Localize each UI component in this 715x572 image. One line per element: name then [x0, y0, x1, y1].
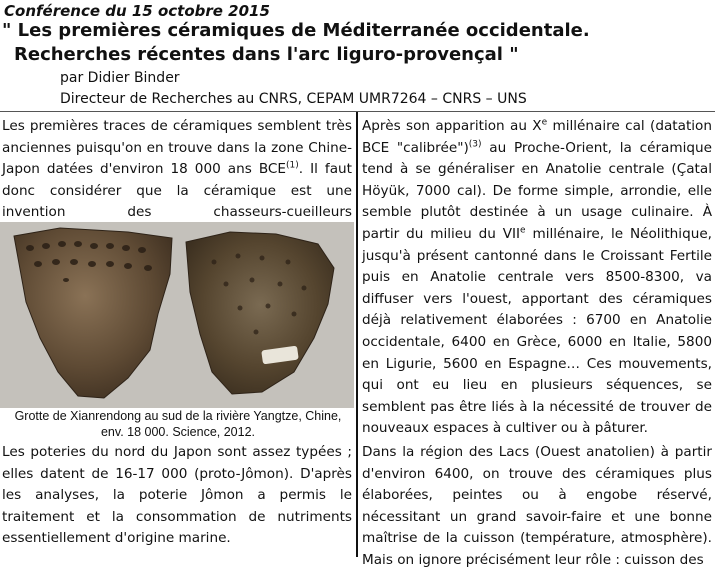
author-line: par Didier Binder [60, 70, 180, 86]
title-line-2: Recherches récentes dans l'arc liguro-provençal " [14, 44, 519, 65]
caption-line-1: Grotte de Xianrendong au sud de la rivière Yangtze, Chine, [14, 409, 342, 423]
author-role: Directeur de Recherches au CNRS, CEPAM UMR7264 – CNRS – UNS [60, 91, 527, 107]
left-paragraph-2: Les poteries du nord du Japon sont assez typées ; elles datent de 16-17 000 (proto-Jômon). D'après les analyses, la poterie Jômon a permis le traitement et la consommation de nutriments essentiellement d'origine marine. [2, 444, 352, 547]
conference-date: Conférence du 15 octobre 2015 [4, 2, 270, 20]
photo-caption [0, 408, 356, 440]
caption-line-2: env. 18 000. Science, 2012. [100, 425, 256, 439]
right-paragraph-2: Dans la région des Lacs (Ouest anatolien) à partir d'environ 6400, on trouve des céramiques plus élaborées, peintes ou à engobe réservé, nécessitant un grand savoir-faire et une bonne maîtrise de la cuisson (température, atmosphère). Mais on ignore précisément leur rôle : cuisson des [362, 444, 712, 568]
pottery-photo [0, 222, 354, 408]
column-divider [356, 112, 358, 557]
pottery-shards-illustration [0, 222, 354, 408]
left-paragraph-1: Les premières traces de céramiques semblent très anciennes puisqu'on en trouve dans la zone Chine-Japon datées d'environ 18 000 ans BCE$^{(1)}$. Il faut donc considérer que la céramique est une invention des chasseurs-cueilleurs [2, 118, 352, 221]
title-line-1: " Les premières céramiques de Méditerranée occidentale. [2, 20, 590, 41]
right-paragraph-1: Après son apparition au Xe millénaire cal (datation BCE "calibrée")$^{(3)}$ au Proche-Orient, la céramique tend à se généraliser en Anatolie centrale (Çatal Höyük, 7000 cal). De forme simple, arrondie, elle semble plutôt destinée à un usage culinaire. À partir du milieu du VIIe millénaire, le Néolithique, jusqu'à présent cantonné dans le Croissant Fertile puis en Anatolie centrale vers 8500-8300, va diffuser vers l'ouest, apportant des céramiques déjà relativement élaborées : 6700 en Anatolie occidentale, 6400 en Grèce, 6000 en Italie, 5800 en Ligurie, 5600 en Espagne… Ces mouvements, qui ont eu lieu en plusieurs séquences, se semblent pas être liés à la nécessité de trouver de nouveaux espaces à cultiver ou à pâturer. [362, 117, 712, 437]
